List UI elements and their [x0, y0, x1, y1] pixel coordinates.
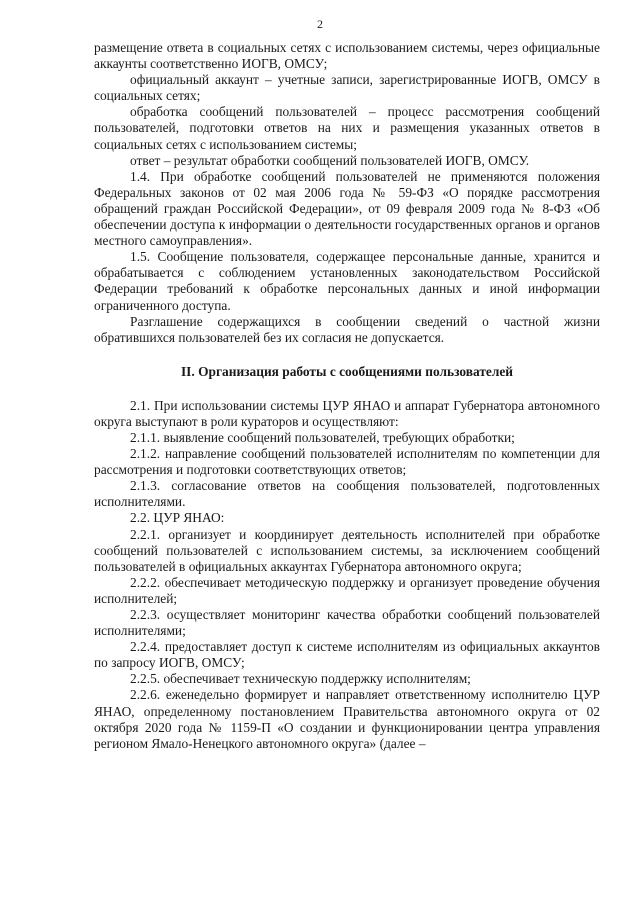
paragraph: 2.2.4. предоставляет доступ к системе исполнителям из официальных аккаунтов по запросу ИОГВ, ОМСУ;	[94, 639, 600, 671]
section-heading: II. Организация работы с сообщениями пользователей	[180, 363, 514, 379]
paragraph: 2.2.2. обеспечивает методическую поддержку и организует проведение обучения исполнителей;	[94, 574, 600, 606]
paragraph: 1.5. Сообщение пользователя, содержащее персональные данные, хранится и обрабатывается с соблюдением установленных законодательством Российской Федерации требований к обработке персональных данных и иной информации ограниченного доступа.	[94, 249, 600, 313]
paragraph: 1.4. При обработке сообщений пользователей не применяются положения Федеральных законов от 02 мая 2006 года № 59-ФЗ «О порядке рассмотрения обращений граждан Российской Федерации», от 09 февраля 2009 года № 8-ФЗ «Об обеспечении доступа к информации о деятельности государственных органов и органов местного самоуправления».	[94, 168, 600, 249]
paragraph: 2.1.2. направление сообщений пользователей исполнителям по компетенции для рассмотрения и подготовки соответствующих ответов;	[94, 446, 600, 478]
section-1-continuation	[94, 40, 600, 346]
paragraph: Разглашение содержащихся в сообщении сведений о частной жизни обратившихся пользователей без их согласия не допускается.	[94, 313, 600, 345]
paragraph: обработка сообщений пользователей – процесс рассмотрения сообщений пользователей, подготовки ответов на них и размещения указанных ответов в социальных сетях с использованием системы;	[94, 104, 600, 152]
section-2-body	[94, 398, 600, 752]
page-number: 2	[317, 17, 323, 31]
paragraph: размещение ответа в социальных сетях с использованием системы, через официальные аккаунты соответственно ИОГВ, ОМСУ;	[94, 40, 600, 72]
paragraph: официальный аккаунт – учетные записи, зарегистрированные ИОГВ, ОМСУ в социальных сетях;	[94, 72, 600, 104]
paragraph: ответ – результат обработки сообщений пользователей ИОГВ, ОМСУ.	[130, 152, 530, 168]
paragraph: 2.1.3. согласование ответов на сообщения пользователей, подготовленных исполнителями.	[94, 478, 600, 510]
paragraph: 2.2.5. обеспечивает техническую поддержку исполнителям;	[130, 671, 471, 687]
paragraph: 2.2.1. организует и координирует деятельность исполнителей при обработке сообщений пользователей с использованием системы, за исключением сообщений пользователей в официальных аккаунтах Губернатора автономного округа;	[94, 526, 600, 574]
paragraph: 2.2.3. осуществляет мониторинг качества обработки сообщений пользователей исполнителями;	[94, 607, 600, 639]
paragraph: 2.1.1. выявление сообщений пользователей, требующих обработки;	[130, 429, 515, 445]
paragraph: 2.2. ЦУР ЯНАО:	[130, 510, 225, 526]
paragraph: 2.1. При использовании системы ЦУР ЯНАО и аппарат Губернатора автономного округа выступают в роли кураторов и осуществляют:	[94, 397, 600, 429]
paragraph: 2.2.6. еженедельно формирует и направляет ответственному исполнителю ЦУР ЯНАО, определенному постановлением Правительства автономного округа от 02 октября 2020 года № 1159-П «О создании и функционировании центра управления регионом Ямало-Ненецкого автономного округа» (далее –	[94, 687, 600, 751]
document-body	[94, 40, 600, 752]
